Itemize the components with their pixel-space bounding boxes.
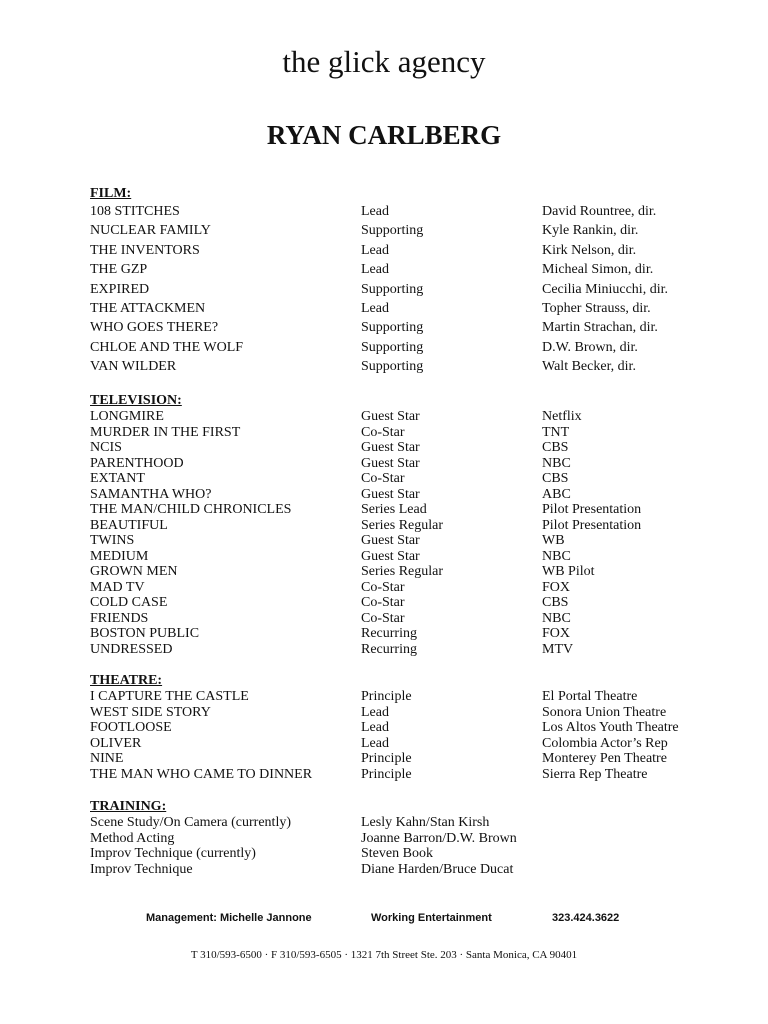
credit-director: El Portal Theatre: [542, 689, 638, 704]
credit-role: Lead: [361, 242, 389, 258]
credit-director: Micheal Simon, dir.: [542, 262, 654, 278]
credit-role: Lead: [361, 720, 389, 735]
credit-row: [90, 338, 730, 357]
theatre-section: [90, 673, 730, 782]
credit-title: Scene Study/On Camera (currently): [90, 815, 291, 830]
credit-director: FOX: [542, 579, 571, 595]
credit-row: [90, 720, 730, 736]
credit-row: [90, 318, 730, 337]
training-heading: TRAINING:: [90, 799, 167, 814]
training-rows: [90, 815, 730, 877]
credit-row: [90, 533, 730, 549]
credit-role: Supporting: [361, 281, 424, 297]
credit-row: [90, 642, 730, 658]
credit-row: [90, 549, 730, 565]
credit-row: [90, 846, 730, 862]
credit-title: SAMANTHA WHO?: [90, 486, 212, 502]
credit-role: Guest Star: [361, 409, 420, 424]
credit-role: Diane Harden/Bruce Ducat: [361, 861, 514, 877]
credit-director: Martin Strachan, dir.: [542, 320, 658, 336]
credit-role: Co-Star: [361, 579, 405, 595]
credit-title: TWINS: [90, 533, 135, 548]
actor-name: RYAN CARLBERG: [266, 120, 502, 150]
credit-role: Guest Star: [361, 455, 420, 471]
credit-row: [90, 487, 730, 503]
credit-row: [90, 595, 730, 611]
credit-role: Guest Star: [361, 548, 420, 564]
credit-row: [90, 815, 730, 831]
credit-title: COLD CASE: [90, 595, 168, 610]
credit-role: Supporting: [361, 359, 424, 375]
credit-title: I CAPTURE THE CASTLE: [90, 689, 249, 704]
television-heading: TELEVISION:: [90, 393, 182, 408]
credit-row: [90, 357, 730, 376]
credit-row: [90, 751, 730, 767]
credit-director: NBC: [542, 548, 571, 564]
credit-title: THE GZP: [90, 262, 148, 278]
credit-director: MTV: [542, 641, 574, 657]
credit-role: Guest Star: [361, 486, 420, 502]
credit-director: CBS: [542, 440, 569, 455]
credit-title: WHO GOES THERE?: [90, 320, 219, 336]
credit-director: CBS: [542, 595, 569, 610]
credit-title: WEST SIDE STORY: [90, 704, 211, 720]
credit-director: CBS: [542, 471, 569, 486]
credit-title: NCIS: [90, 440, 122, 455]
credit-row: [90, 831, 730, 847]
credit-director: Sierra Rep Theatre: [542, 766, 648, 782]
credit-title: EXPIRED: [90, 281, 150, 297]
agency-address: T 310/593-6500 · F 310/593-6505 · 1321 7th Street Ste. 203 · Santa Monica, CA 90401: [190, 949, 578, 961]
credit-title: NUCLEAR FAMILY: [90, 223, 211, 239]
credit-row: [90, 409, 730, 425]
credit-title: EXTANT: [90, 471, 145, 486]
credit-row: [90, 456, 730, 472]
credit-director: WB Pilot: [542, 564, 595, 579]
credit-role: Co-Star: [361, 595, 405, 610]
credit-director: Monterey Pen Theatre: [542, 751, 667, 766]
credit-director: Cecilia Miniucchi, dir.: [542, 281, 668, 297]
credit-row: [90, 260, 730, 279]
credit-role: Joanne Barron/D.W. Brown: [361, 830, 517, 846]
credit-title: THE ATTACKMEN: [90, 300, 206, 316]
credit-title: FRIENDS: [90, 610, 149, 626]
credit-row: [90, 862, 730, 878]
management-company: Working Entertainment: [371, 912, 492, 924]
credit-row: [90, 502, 730, 518]
credit-row: [90, 280, 730, 299]
credit-title: Method Acting: [90, 830, 175, 846]
credit-row: [90, 564, 730, 580]
film-rows: [90, 202, 730, 377]
credit-role: Series Regular: [361, 517, 444, 533]
credit-director: ABC: [542, 486, 571, 502]
credit-role: Guest Star: [361, 440, 420, 455]
credit-title: THE MAN/CHILD CHRONICLES: [90, 502, 292, 517]
credit-role: Series Lead: [361, 502, 427, 517]
credit-row: [90, 471, 730, 487]
television-section: [90, 393, 730, 657]
credit-title: THE MAN WHO CAME TO DINNER: [90, 766, 313, 782]
theatre-heading: THEATRE:: [90, 673, 163, 688]
credit-row: [90, 518, 730, 534]
credit-title: Improv Technique: [90, 861, 193, 877]
credit-director: NBC: [542, 610, 571, 626]
credit-row: [90, 221, 730, 240]
credit-role: Supporting: [361, 339, 424, 355]
credit-role: Steven Book: [361, 846, 433, 861]
film-heading: FILM:: [90, 186, 132, 201]
management-name: Management: Michelle Jannone: [146, 912, 312, 924]
credit-director: D.W. Brown, dir.: [542, 339, 638, 355]
credit-title: LONGMIRE: [90, 409, 164, 424]
credit-title: NINE: [90, 751, 124, 766]
credit-role: Series Regular: [361, 564, 444, 579]
credit-row: [90, 299, 730, 318]
credit-role: Principle: [361, 766, 412, 782]
training-section: [90, 799, 730, 877]
credit-title: PARENTHOOD: [90, 455, 184, 471]
credit-row: [90, 580, 730, 596]
credit-title: FOOTLOOSE: [90, 720, 172, 735]
credit-row: [90, 767, 730, 783]
credit-director: WB: [542, 533, 565, 548]
credit-row: [90, 611, 730, 627]
credit-director: Pilot Presentation: [542, 502, 642, 517]
credit-director: David Rountree, dir.: [542, 204, 657, 219]
credit-role: Lesly Kahn/Stan Kirsh: [361, 815, 490, 830]
credit-row: [90, 736, 730, 752]
credit-role: Recurring: [361, 626, 417, 641]
credit-title: BOSTON PUBLIC: [90, 626, 200, 641]
credit-role: Lead: [361, 704, 389, 720]
credit-row: [90, 705, 730, 721]
credit-row: [90, 626, 730, 642]
credit-title: 108 STITCHES: [90, 204, 180, 219]
credit-row: [90, 689, 730, 705]
credit-director: TNT: [542, 424, 570, 440]
credit-director: Colombia Actor’s Rep: [542, 735, 668, 751]
credit-title: GROWN MEN: [90, 564, 178, 579]
television-rows: [90, 409, 730, 657]
credit-role: Principle: [361, 751, 412, 766]
credit-role: Guest Star: [361, 533, 420, 548]
credit-director: Walt Becker, dir.: [542, 359, 636, 375]
credit-title: CHLOE AND THE WOLF: [90, 339, 244, 355]
credit-title: Improv Technique (currently): [90, 846, 256, 861]
credit-title: UNDRESSED: [90, 641, 173, 657]
credit-director: Kirk Nelson, dir.: [542, 242, 637, 258]
credit-director: Topher Strauss, dir.: [542, 300, 651, 316]
credit-row: [90, 440, 730, 456]
credit-row: [90, 425, 730, 441]
credit-director: Netflix: [542, 409, 582, 424]
film-section: [90, 186, 730, 377]
credit-title: VAN WILDER: [90, 359, 177, 375]
credit-director: Kyle Rankin, dir.: [542, 223, 639, 239]
credit-title: MURDER IN THE FIRST: [90, 424, 241, 440]
credit-role: Co-Star: [361, 424, 405, 440]
agency-title: the glick agency: [282, 44, 486, 79]
credit-title: MEDIUM: [90, 548, 149, 564]
credit-title: OLIVER: [90, 735, 142, 751]
management-phone: 323.424.3622: [552, 912, 620, 924]
credit-role: Recurring: [361, 641, 417, 657]
credit-title: BEAUTIFUL: [90, 517, 168, 533]
credit-role: Co-Star: [361, 471, 405, 486]
credit-director: Pilot Presentation: [542, 517, 642, 533]
credit-role: Lead: [361, 262, 389, 278]
credit-row: [90, 241, 730, 260]
credit-title: THE INVENTORS: [90, 242, 200, 258]
credit-role: Co-Star: [361, 610, 405, 626]
credit-role: Principle: [361, 689, 412, 704]
credit-director: Los Altos Youth Theatre: [542, 720, 679, 735]
credit-role: Supporting: [361, 320, 424, 336]
credit-row: [90, 202, 730, 221]
credit-director: Sonora Union Theatre: [542, 704, 667, 720]
credit-role: Supporting: [361, 223, 424, 239]
credit-director: FOX: [542, 626, 571, 641]
credit-director: NBC: [542, 455, 571, 471]
credit-role: Lead: [361, 204, 389, 219]
credit-title: MAD TV: [90, 579, 145, 595]
credit-role: Lead: [361, 300, 389, 316]
theatre-rows: [90, 689, 730, 782]
credit-role: Lead: [361, 735, 389, 751]
